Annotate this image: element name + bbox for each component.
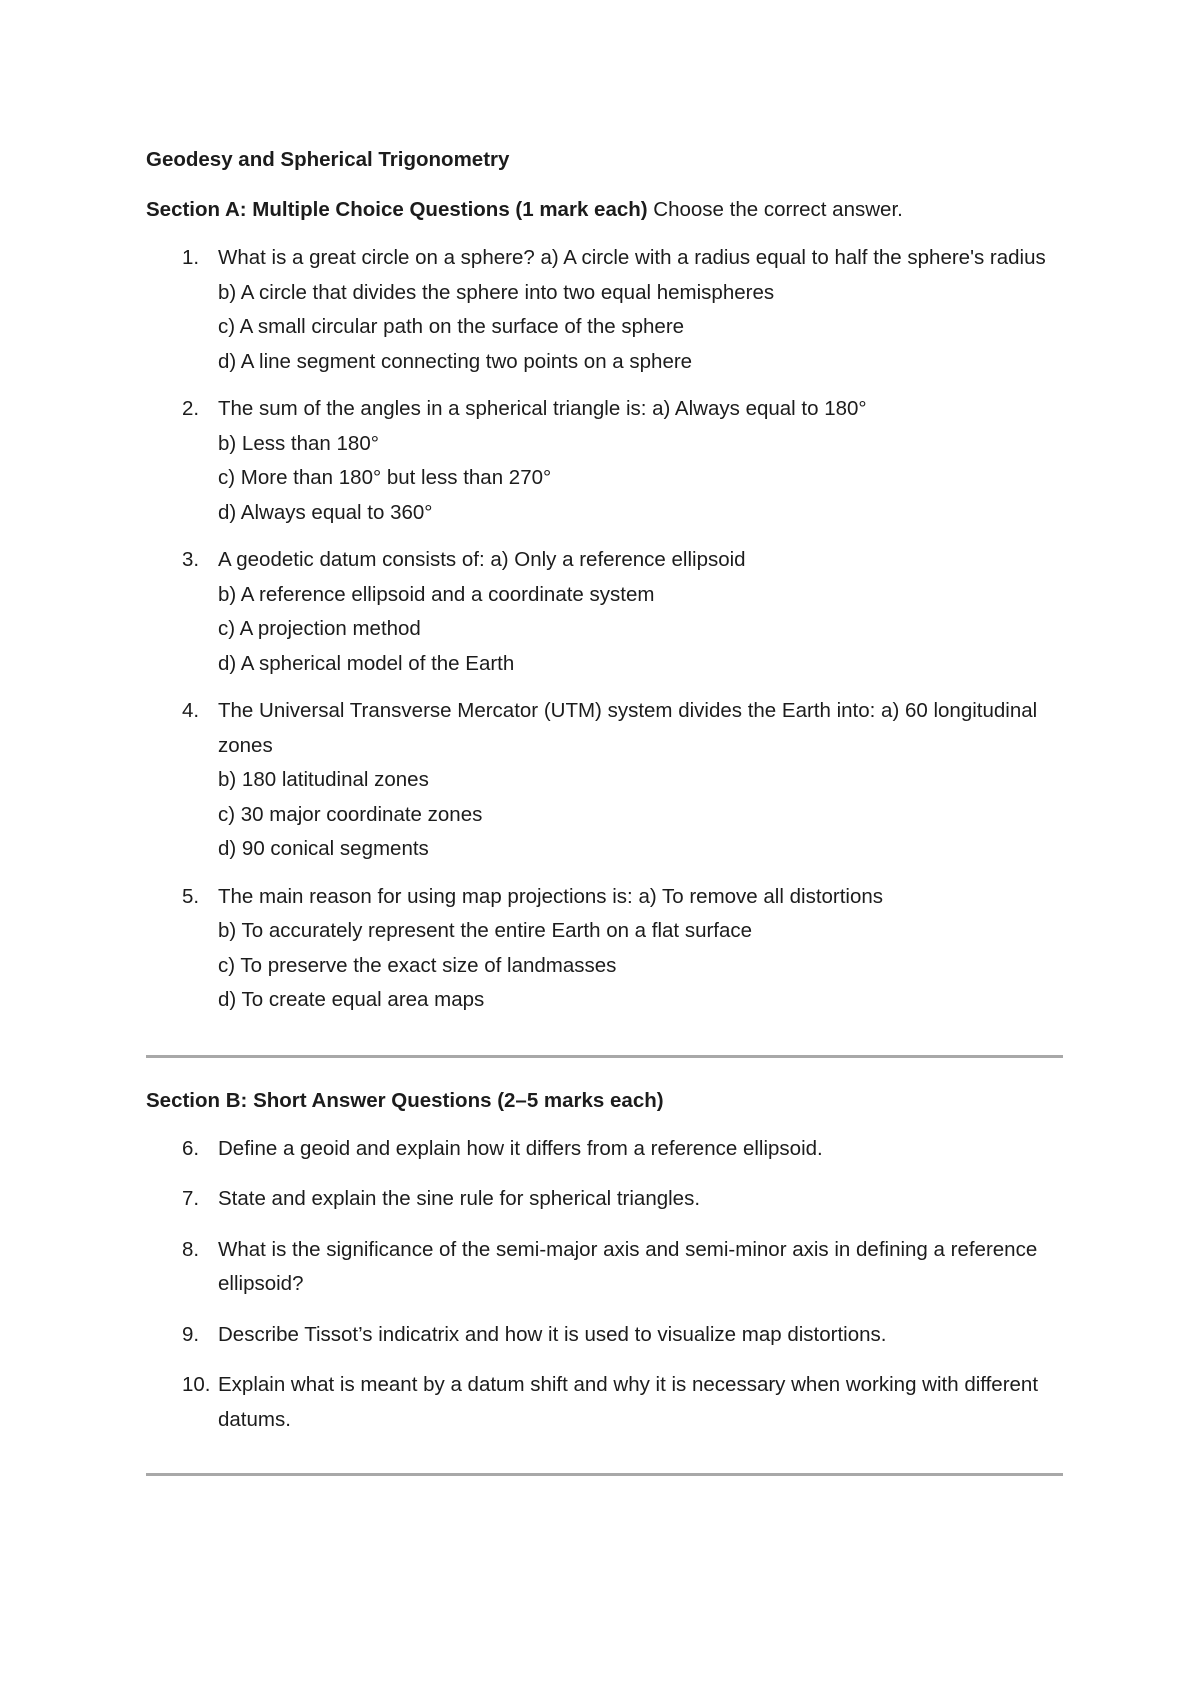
section-a-title: Section A: Multiple Choice Questions (1 mark each) [146,198,648,221]
option-b: b) A reference ellipsoid and a coordinate system [218,582,655,606]
question-stem: What is a great circle on a sphere? a) A circle with a radius equal to half the sphere's radius [218,246,1046,269]
option-b: b) 180 latitudinal zones [218,768,429,791]
mcq-question-5 [146,880,1062,1018]
question-number: 8. [182,1237,200,1261]
question-stem: The main reason for using map projections is: a) To remove all distortions [218,884,884,908]
option-d: d) A spherical model of the Earth [218,651,515,675]
option-b: b) Less than 180° [218,431,379,455]
question-text: Describe Tissot’s indicatrix and how it is used to visualize map distortions. [218,1322,887,1346]
option-b: b) A circle that divides the sphere into two equal hemispheres [218,280,775,304]
question-text: Define a geoid and explain how it differs from a reference ellipsoid. [218,1136,823,1160]
section-b-title: Section B: Short Answer Questions (2–5 marks each) [146,1088,664,1112]
short-question-7 [146,1182,1062,1217]
short-question-8 [146,1233,1062,1302]
question-number: 5. [182,884,200,908]
section-b-question-list [146,1132,1062,1438]
short-question-6 [146,1132,1062,1167]
question-number: 4. [182,699,200,722]
option-d: d) To create equal area maps [218,988,485,1011]
question-text: What is the significance of the semi-major axis and semi-minor axis in defining a reference ellipsoid? [218,1237,1038,1295]
question-stem: The sum of the angles in a spherical triangle is: a) Always equal to 180° [218,397,867,420]
question-text: State and explain the sine rule for spherical triangles. [218,1187,701,1210]
section-divider [146,1055,1063,1058]
option-c: c) 30 major coordinate zones [218,802,483,826]
question-number: 6. [182,1136,200,1160]
option-c: c) To preserve the exact size of landmasses [218,953,617,977]
question-stem: A geodetic datum consists of: a) Only a reference ellipsoid [218,548,746,571]
section-a-instruction: Choose the correct answer. [647,198,903,221]
short-question-9 [146,1318,1062,1353]
question-number: 7. [182,1187,200,1210]
option-d: d) 90 conical segments [218,837,429,860]
mcq-question-1 [146,241,1062,379]
document-body [146,145,1062,1476]
mcq-question-2 [146,392,1062,530]
mcq-question-4 [146,694,1062,867]
option-c: c) A projection method [218,617,421,640]
mcq-question-3 [146,543,1062,681]
document-title: Geodesy and Spherical Trigonometry [146,148,510,171]
option-c: c) A small circular path on the surface of the sphere [218,315,685,338]
short-question-10 [146,1368,1062,1437]
question-number: 2. [182,397,200,420]
option-b: b) To accurately represent the entire Earth on a flat surface [218,919,753,942]
question-text: Explain what is meant by a datum shift and why it is necessary when working with different datums. [218,1373,1039,1431]
section-b-heading [146,1086,1062,1116]
section-divider [146,1473,1063,1476]
question-number: 9. [182,1322,200,1346]
question-number: 10. [182,1373,211,1396]
option-c: c) More than 180° but less than 270° [218,466,552,489]
option-d: d) A line segment connecting two points on a sphere [218,349,693,373]
question-number: 1. [182,246,200,269]
question-number: 3. [182,548,200,571]
question-stem: The Universal Transverse Mercator (UTM) system divides the Earth into: a) 60 longitudinal zones [218,699,1038,757]
section-a-question-list [146,241,1062,1018]
section-a-heading [146,195,1062,225]
option-d: d) Always equal to 360° [218,500,433,524]
